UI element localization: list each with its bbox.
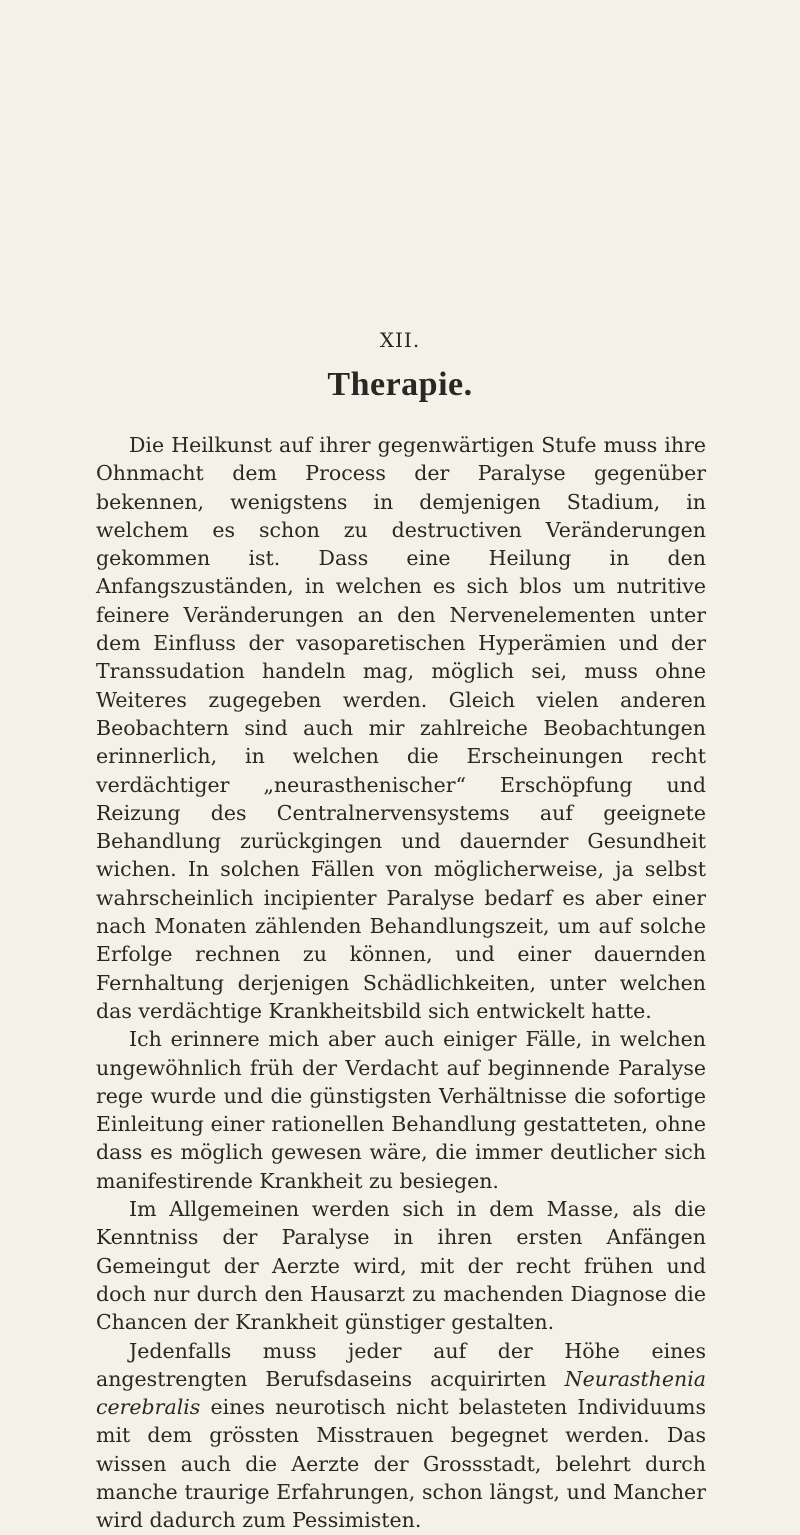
paragraph-1: Die Heilkunst auf ihrer gegenwärtigen Stufe muss ihre Ohnmacht dem Process der Paralyse gegenüber bekennen, wenigstens in demjenigen Stadium, in welchem es schon zu destructiven Veränderungen gekommen ist. Dass eine Heilung in den Anfangszuständen, in welchen es sich blos um nutritive feinere Veränderungen an den Nervenelementen unter dem Einfluss der vasoparetischen Hyperämien und der Transsudation handeln mag, möglich sei, muss ohne Weiteres zugegeben werden. Gleich vielen anderen Beobachtern sind auch mir zahlreiche Beobachtungen erinnerlich, in welchen die Erscheinungen recht verdächtiger „neurasthenischer“ Erschöpfung und Reizung des Centralnervensystems auf geeignete Behandlung zurückgingen und dauernder Gesundheit wichen. In solchen Fällen von möglicherweise, ja selbst wahrscheinlich incipienter Paralyse bedarf es aber einer nach Monaten zählenden Behandlungszeit, um auf solche Erfolge rechnen zu können, und einer dauernden Fernhaltung derjenigen Schädlichkeiten, unter welchen das verdächtige Krankheitsbild sich entwickelt hatte.: [96, 433, 706, 1023]
paragraph-4-end: eines neurotisch nicht belasteten Individuums mit dem grössten Misstrauen begegnet werden. Das wissen auch die Aerzte der Grossstadt, belehrt durch manche traurige Erfahrungen, schon längst, und Mancher wird dadurch zum Pessimisten.: [96, 1395, 706, 1533]
paragraph-4-start: Jedenfalls muss jeder auf der Höhe eines angestrengten Berufsdaseins acquirirten: [96, 1338, 706, 1391]
paragraph-4: [96, 1337, 706, 1535]
chapter-body: [96, 431, 706, 1535]
paragraph-3: Im Allgemeinen werden sich in dem Masse, als die Kenntniss der Paralyse in ihren ersten Anfängen Gemeingut der Aerzte wird, mit der recht frühen und doch nur durch den Hausarzt zu machenden Diagnose die Chancen der Krankheit günstiger gestalten.: [96, 1197, 706, 1335]
chapter-title: Therapie.: [327, 366, 473, 403]
chapter-number: XII.: [379, 328, 421, 352]
italic-term: Neurasthenia cerebralis: [96, 1366, 706, 1420]
paragraph-2: Ich erinnere mich aber auch einiger Fälle, in welchen ungewöhnlich früh der Verdacht auf beginnende Paralyse rege wurde und die günstigsten Verhältnisse die sofortige Einleitung einer rationellen Behandlung gestatteten, ohne dass es möglich gewesen wäre, die immer deutlicher sich manifestirende Krankheit zu besiegen.: [96, 1027, 706, 1193]
